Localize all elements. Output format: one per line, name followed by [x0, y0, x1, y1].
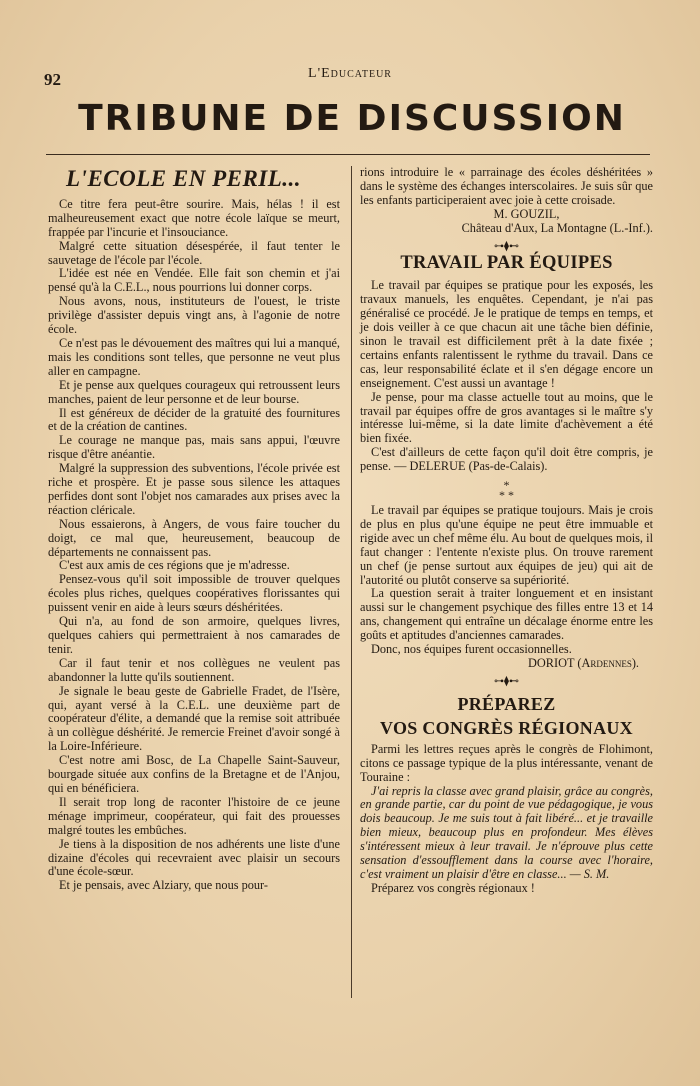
title-rule — [46, 154, 650, 155]
paragraph: Je signale le beau geste de Gabrielle Fradet, de l'Isère, qui, ayant versé à la C.E.L. une deuxième part de coopérateur d'élite, a demandé que la remise soit attribuée à un collègue déshérité. Je remercie Freinet d'avoir songé à la Loire-Inférieure. — [48, 683, 340, 754]
paragraph: Car il faut tenir et nos collègues ne veulent pas abandonner la lutte qu'ils soutiennent. — [48, 655, 340, 684]
paragraph: Le travail par équipes se pratique toujours. Mais je crois de plus en plus qu'une équipe ne peut être immuable et rigide avec un chef même élu. Au bout de quelques mois, il faut changer : l'entente n'existe plus. On trouve rarement un chef (je pense surtout aux équipes de jeu) qui ait de l'autorité ou plutôt conserve sa supériorité. — [360, 503, 653, 587]
paragraph: C'est notre ami Bosc, de La Chapelle Saint-Sauveur, bourgade située aux confins de la Bretagne et de l'Anjou, qui en bénéficiera. — [48, 753, 340, 795]
quote-paragraph: J'ai repris la classe avec grand plaisir, grâce au congrès, en grande partie, car du point de vue pédagogique, je vous dois beaucoup. Je me suis tout à fait libéré... et je travaille bien mieux, beaucoup plus en profondeur. Mes élèves s'intéressent mieux à leur travail. Je n'éprouve plus cette sensation d'essoufflement dans la course avec l'horaire, c'est vraiment un plaisir d'être en classe... — S. M. — [360, 783, 653, 881]
paragraph: La question serait à traiter longuement et en insistant aussi sur le changement psychique des filles entre 13 et 14 ans, changement qui entraîne un décalage énorme entre les goûts et aptitudes d'anciennes camarades. — [360, 586, 653, 643]
paragraph: Ce titre fera peut-être sourire. Mais, hélas ! il est malheureusement exact que notre école laïque se meurt, frappée par l'incurie et l'insouciance. — [48, 196, 340, 239]
article-title-ecole-en-peril: L'ECOLE EN PERIL... — [66, 166, 302, 191]
main-title: TRIBUNE DE DISCUSSION — [78, 98, 626, 139]
paragraph: Ce n'est pas le dévouement des maîtres qui lui a manqué, mais les conditions sont telles, que personne ne veut plus aller en campagne. — [48, 335, 340, 378]
closing-line: Préparez vos congrès régionaux ! — [371, 880, 535, 895]
paragraph: C'est aux amis de ces régions que je m'adresse. — [59, 558, 290, 573]
ornament-divider: ⊶⧫⊷ — [494, 240, 519, 252]
section-title-travail-par-equipes: TRAVAIL PAR ÉQUIPES — [400, 253, 613, 274]
paragraph-continuation: rions introduire le « parrainage des écoles déshéritées » dans le système des échanges interscolaires. Je suis sûr que les enfants participeraient avec joie à cette croisade. — [360, 165, 653, 207]
section-title-preparez: PRÉPAREZ — [457, 693, 556, 714]
paragraph: Qui n'a, au fond de son armoire, quelques livres, quelques cahiers qui permettraient à nos camarades de tenir. — [48, 614, 340, 656]
paragraph: Et je pensais, avec Alziary, que nous pour- — [59, 878, 268, 893]
paragraph: Le travail par équipes se pratique pour les exposés, les travaux manuels, les enquêtes. Cependant, je n'ai pas généralisé ce procédé. Je le pratique de temps en temps, et je dois veiller à ce que chacun ait une tâche bien définie, sinon le travail est difficilement prêt à la date fixée ; certains enfants ralentissent le rythme du travail. Dans ce cas, leur responsabilité éclate et il s'en dégage encore un enseignement. C'est aussi un avantage ! — [360, 278, 653, 390]
section-title-congres: VOS CONGRÈS RÉGIONAUX — [380, 717, 633, 738]
paragraph: Il est généreux de décider de la gratuité des fournitures et de la création de cantines. — [48, 405, 340, 434]
paragraph: Je tiens à la disposition de nos adhérents une liste d'une dizaine d'écoles qui recevraient avec plaisir un secours d'une école-sœur. — [48, 836, 340, 879]
paragraph: Malgré cette situation désespérée, il faut tenter le sauvetage de l'école par l'école. — [48, 238, 340, 267]
page-number: 92 — [44, 70, 61, 89]
paragraph: C'est d'ailleurs de cette façon qu'il doit être compris, je pense. — DELERUE (Pas-de-Calais). — [360, 445, 653, 474]
signature-place: Château d'Aux, La Montagne (L.-Inf.). — [461, 220, 653, 235]
signature-name: M. GOUZIL, — [493, 206, 560, 221]
column-divider — [351, 166, 352, 998]
paragraph: Je pense, pour ma classe actuelle tout au moins, que le travail par équipes offre de gros avantages si le maître s'y intéresse lui-même, si la date limite d'achèvement a été bien fixée. — [360, 389, 653, 446]
right-column — [360, 166, 653, 896]
running-title: L'Educateur — [308, 66, 392, 81]
paragraph: Malgré la suppression des subventions, l'école privée est riche et prospère. Et je passe sous silence les attaques perfides dont sont l'objet nos camarades aux prises avec la réaction cléricale. — [48, 461, 340, 517]
paragraph: L'idée est née en Vendée. Elle fait son chemin et j'ai pensé qu'à la C.E.L., nous pourrions lui donner corps. — [48, 266, 340, 295]
paragraph: Il serait trop long de raconter l'histoire de ce jeune ménage imprimeur, coopérateur, qui fait des prouesses malgré toutes les embûches. — [48, 794, 340, 837]
paragraph: Et je pense aux quelques courageux qui retroussent leurs manches, paient de leur personne et de leur bourse. — [48, 377, 340, 406]
paragraph: Nous avons, nous, instituteurs de l'ouest, le triste privilège d'assister depuis vingt ans, à l'agonie de notre école. — [48, 294, 340, 337]
paragraph: Parmi les lettres reçues après le congrès de Flohimont, citons ce passage typique de la plus intéressante, venant de Touraine : — [360, 741, 653, 784]
left-column — [48, 166, 340, 893]
paragraph: Pensez-vous qu'il soit impossible de trouver quelques écoles plus riches, quelques coopératives florissantes qui puissent venir en aide à leurs sœurs déshéritées. — [48, 572, 340, 615]
paragraph: Le courage ne manque pas, mais sans appui, l'œuvre risque d'être anéantie. — [48, 433, 340, 462]
ornament-divider: ⊶⧫⊷ — [494, 675, 519, 687]
paragraph: Nous essaierons, à Angers, de vous faire toucher du doigt, ce mal que, heureusement, beaucoup de départements ne connaissent pas. — [48, 516, 340, 559]
paragraph: Donc, nos équipes furent occasionnelles. — [371, 642, 572, 657]
asterism: * * * — [499, 478, 514, 503]
signature-doriot: DORIOT (Ardennes). — [528, 656, 639, 670]
